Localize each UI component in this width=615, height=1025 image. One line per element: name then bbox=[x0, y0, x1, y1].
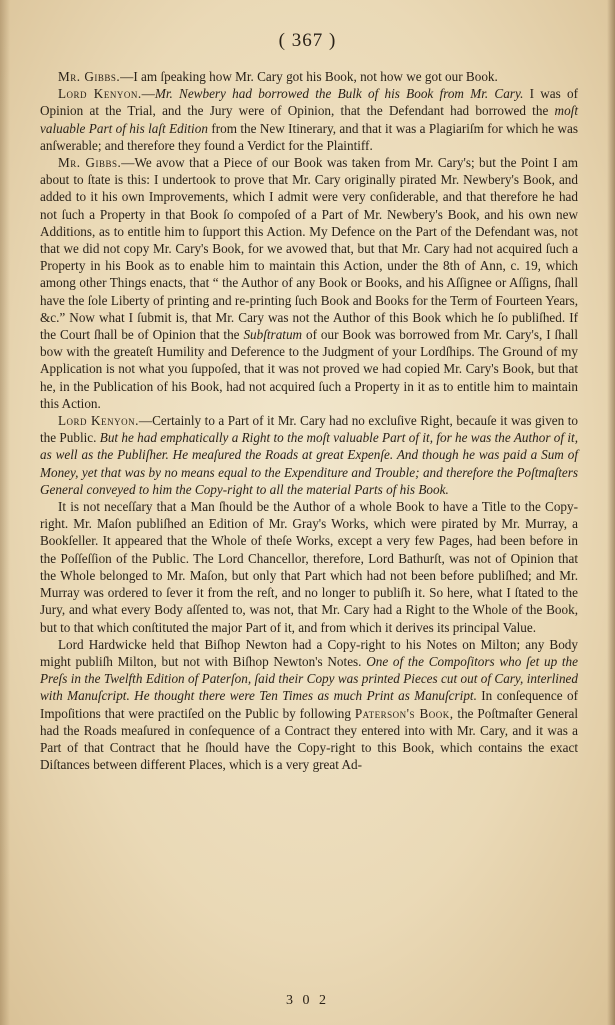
paragraph bbox=[40, 154, 578, 412]
speaker-name: Mr. Gibbs. bbox=[58, 155, 122, 171]
signature-mark: 3 0 2 bbox=[286, 993, 329, 1008]
text-run: Lord Hardwicke held that Biſhop Newton had a Copy-right to his Notes on Milton; any Body might publiſh Milton, but not with Biſhop Newton's Notes. bbox=[40, 636, 578, 669]
italic-text: But he had emphatically a Right to the moſt valuable Part of it, for he was the Author of it, as well as the Publiſher. He meaſured the Roads at great Expenſe. And though he was paid a Sum of Money, yet that was by no means equal to the Expenditure and Trouble; bbox=[40, 430, 578, 480]
italic-text: moſt valuable Part of his laſt Edition bbox=[40, 103, 578, 136]
italic-text: Subſtratum bbox=[243, 327, 303, 343]
paragraph bbox=[40, 85, 578, 154]
speaker-name: Lord Kenyon. bbox=[58, 86, 142, 102]
page-edge-shadow-left bbox=[0, 0, 10, 1025]
italic-text: and therefore the Poſtmaſters General conveyed to him the Copy-right to all the material Parts of his Book. bbox=[40, 464, 578, 497]
italic-text: One of the Compoſitors who ſet up the Preſs in the Twelfth Edition of Paterſon, ſaid their Copy was printed Pieces cut out of Cary, interlined with Manuſcript. He thought there were Ten Times as much Print as Manuſcript. bbox=[40, 653, 578, 704]
text-run: — bbox=[141, 86, 155, 102]
text-run: from the New Itinerary, and that it was a Plagiariſm for which he was anſwerable; and therefore they found a Verdict for the Plaintiff. bbox=[40, 120, 578, 153]
paragraph bbox=[40, 636, 578, 774]
page-number: ( 367 ) bbox=[278, 30, 337, 51]
speaker-name: Lord Kenyon. bbox=[58, 413, 139, 429]
paragraph bbox=[40, 498, 578, 636]
speaker-name: Paterson's Book, bbox=[354, 705, 454, 721]
text-run: of our Book was borrowed from Mr. Cary's, I ſhall bow with the greateſt Humility and Deference to the Judgment of your Lordſhips. The Ground of my Application is not what you ſuppoſed, that it was not proved we had copied Mr. Cary's Book, but that he, in the Publication of his Book, had not acquired ſuch a Property in it as to entitle him to maintain this Action. bbox=[40, 327, 578, 411]
text-run: It is not neceſſary that a Man ſhould be the Author of a whole Book to have a Title to the Copy-right. Mr. Maſon publiſhed an Edition of Mr. Gray's Works, which were pirated by Mr. Murray, a Bookſeller. It appeared that the Whole of theſe Works, except a very few Pages, had been before in the Poſſeſſion of the Public. The Lord Chancellor, therefore, Lord Bathurſt, was not of Opinion that the Whole belonged to Mr. Maſon, but only that Part which had not been before publiſhed; and Mr. Murray was ordered to ſever it from the reſt, and no longer to publiſh it. So here, what I ſtated to the Jury, and what every Body aſſented to, was not, that Mr. Cary had a Right to the Whole of the Book, but to that which conſtituted the major Part of it, and from which it derives its principal Value. bbox=[40, 499, 578, 635]
page-edge-shadow-right bbox=[607, 0, 615, 1025]
text-run: I was of Opinion at the Trial, and the Jury were of Opinion, that the Defendant had borrowed the bbox=[40, 86, 579, 119]
paragraph bbox=[40, 412, 578, 498]
body-text bbox=[40, 68, 578, 773]
paragraph bbox=[40, 68, 578, 85]
text-run: —Certainly to a Part of it Mr. Cary had no excluſive Right, becauſe it was given to the Public. bbox=[40, 413, 579, 446]
text-run: the Poſtmaſter General had the Roads meaſured in conſequence of a Contract they entered into with Mr. Cary, and it was a Part of that Contract that he ſhould have the Copy-right to this Book, which contains the exact Diſtances between different Places, which is a very great Ad- bbox=[40, 705, 578, 773]
text-run: —I am ſpeaking how Mr. Cary got his Book, not how we got our Book. bbox=[120, 69, 498, 84]
text-run: In conſequence of Impoſitions that were practiſed on the Public by following bbox=[40, 688, 578, 721]
text-run: —We avow that a Piece of our Book was taken from Mr. Cary's; but the Point I am about to ſtate is this: I undertook to prove that Mr. Cary originally pirated Mr. Newbery's Book, and added to it his own Improvements, which I admit were very conſiderable, and that therefore he had not ſuch a Property in that Book ſo compoſed of a Part of Mr. Newbery's Book, and his own new Additions, as to entitle him to ſupport this Action. My Defence on the Part of the Defendant was, not that we did not copy Mr. Cary's Book, for we avowed that, but that Mr. Cary had not acquired ſuch a Property in his Book as to enable him to maintain this Action, under the 8th of Ann, c. 19, which among other Things enacts, that “ the Author of any Book or Books, and his Aſſignee or Aſſigns, ſhall have the ſole Liberty of printing and re-printing ſuch Book and Books for the Term of Fourteen Years, &c.” Now what I ſubmit is, that Mr. Cary was not the Author of this Book which he ſo publiſhed. If the Court ſhall be of Opinion that the bbox=[40, 155, 578, 343]
speaker-name: Mr. Gibbs. bbox=[58, 69, 121, 84]
italic-text: Mr. Newbery had borrowed the Bulk of his Book from Mr. Cary. bbox=[154, 86, 524, 102]
